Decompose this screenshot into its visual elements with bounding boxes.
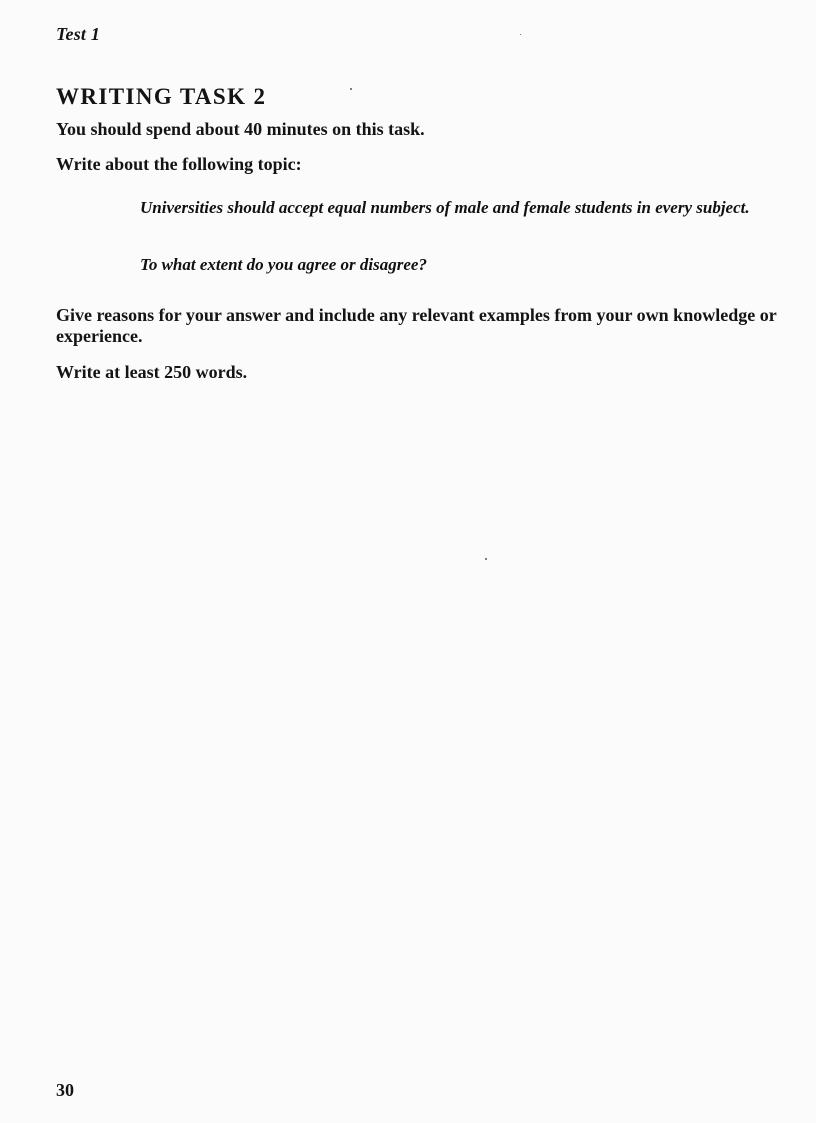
time-instruction: You should spend about 40 minutes on this task. xyxy=(56,119,425,139)
scan-speck xyxy=(350,88,352,90)
topic-instruction: Write about the following topic: xyxy=(56,154,302,174)
task-heading: WRITING TASK 2 xyxy=(56,84,267,109)
page-number: 30 xyxy=(56,1080,74,1100)
scan-speck xyxy=(485,558,487,560)
scan-speck xyxy=(520,34,521,35)
essay-prompt-statement: Universities should accept equal numbers of male and female students in every subject. xyxy=(140,198,750,217)
answer-guidance: Give reasons for your answer and include any relevant examples from your own knowledge or experience. xyxy=(56,305,777,346)
word-count-instruction: Write at least 250 words. xyxy=(56,362,248,382)
essay-prompt-question: To what extent do you agree or disagree? xyxy=(140,255,427,274)
running-header: Test 1 xyxy=(56,24,101,44)
